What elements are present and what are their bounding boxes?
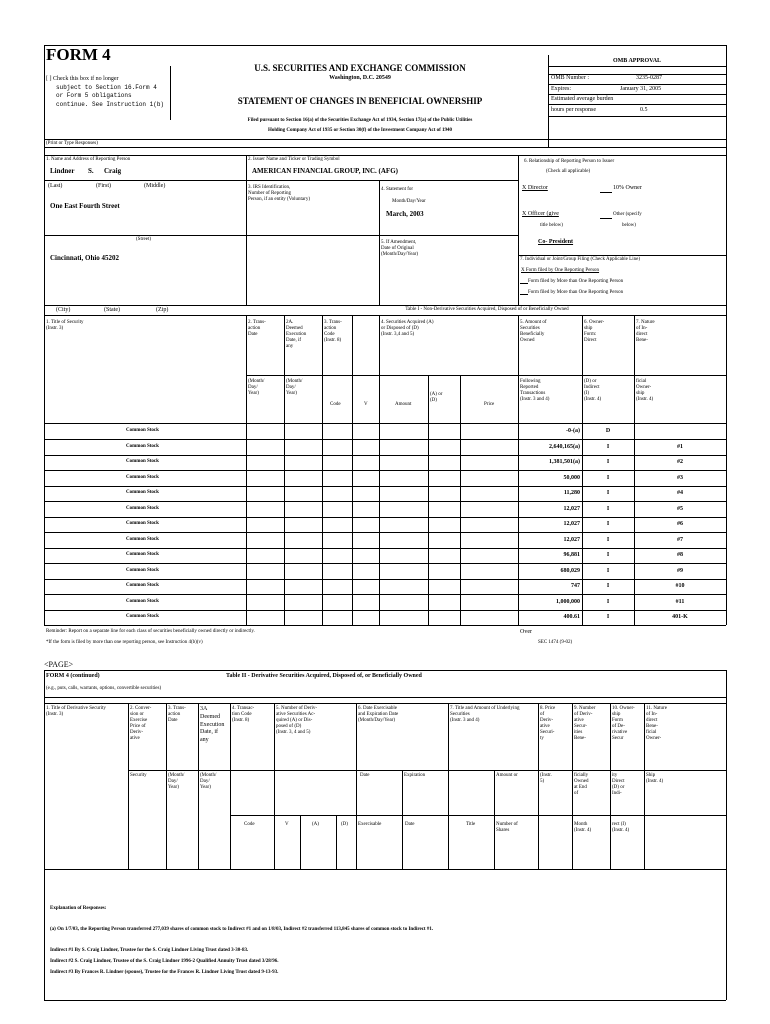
- rule: [548, 116, 726, 117]
- row-divider: [44, 532, 726, 533]
- omb-approval-title: OMB APPROVAL: [612, 58, 662, 64]
- row-divider: [44, 455, 726, 456]
- rule: [548, 104, 726, 105]
- row-security-title: Common Stock: [126, 428, 159, 433]
- rule: [726, 670, 727, 1000]
- t2-r-d: (D): [341, 822, 348, 827]
- t1-sub-deemed: (Month/ Day/ Year): [286, 379, 303, 396]
- row-ownership-form: I: [606, 475, 610, 481]
- multiple-person-note: *If the form is filed by more than one reporting person, see Instruction 4(b)(v): [46, 640, 203, 645]
- state-label: (State): [104, 307, 120, 313]
- rule: [44, 869, 726, 870]
- agency-city: Washington, D.C. 20549: [329, 75, 391, 81]
- burden-label: Estimated average burden: [551, 96, 614, 102]
- t2-col-exercisable: 6. Date Exercisable and Expiration Date (Month/Day/Year): [358, 706, 399, 723]
- table2-title: Table II - Derivative Securities Acquired, Disposed of, or Beneficially Owned: [226, 673, 422, 679]
- row-divider: [44, 501, 726, 502]
- rule: [128, 770, 726, 771]
- t1-col-securities: 4. Securities Acquired (A) or Disposed of (D) (Instr. 3,4 and 5): [381, 320, 434, 337]
- rule: [44, 45, 45, 625]
- expires-label: Expires:: [551, 86, 571, 92]
- t1-col-trans-date: 2. Trans- action Date: [248, 320, 266, 337]
- row-divider: [44, 470, 726, 471]
- row-ownership-form: I: [606, 506, 610, 512]
- rule: [44, 180, 246, 181]
- t2-sub-date-exercisable: Date: [360, 773, 370, 778]
- row-security-title: Common Stock: [126, 444, 159, 449]
- row-nature: #2: [677, 459, 683, 465]
- rule: [548, 94, 726, 95]
- rule: [198, 703, 199, 869]
- rule: [44, 235, 246, 236]
- box6-label: 6. Relationship of Reporting Person to Issuer: [524, 159, 615, 164]
- row-divider: [44, 548, 726, 549]
- row-divider: [44, 486, 726, 487]
- row-ownership-form: I: [606, 583, 610, 589]
- rule: [44, 670, 726, 671]
- rule: [300, 815, 301, 869]
- rule: [166, 703, 167, 869]
- rule: [44, 139, 726, 140]
- row-nature: 401-K: [672, 614, 688, 620]
- row-amount-owned: 400.61: [563, 614, 580, 620]
- box5-label: 5. If Amendment, Date of Original (Month/Day/Year): [381, 240, 418, 257]
- row-ownership-form: I: [606, 490, 610, 496]
- rule: [448, 703, 449, 869]
- indirect-1: Indirect #1 By S. Craig Lindner, Trustee for the S. Craig Lindner Living Trust dated 3-30-83.: [50, 948, 249, 953]
- explanation-title: Explanation of Responses:: [50, 906, 107, 911]
- director-check[interactable]: X Director: [522, 185, 548, 191]
- row-amount-owned: 1,000,000: [556, 599, 580, 605]
- check-box-label[interactable]: [ ] Check this box if no longer: [46, 76, 119, 82]
- box3-label: 3. IRS Identification, Number of Reporting Person, if an entity (Voluntary): [248, 185, 310, 202]
- t2-col-underlying: 7. Title and Amount of Underlying Securities (Instr. 3 and 4): [450, 706, 520, 723]
- row-divider: [44, 625, 726, 626]
- t2-col-price: 8. Price of Deriv- ative Securi- ty: [540, 706, 556, 741]
- row-ownership-form: I: [606, 444, 610, 450]
- row-nature: #6: [677, 521, 683, 527]
- t1-sub-direct-indirect: (D) or Indirect (I) (Instr. 4): [584, 379, 602, 402]
- rule: [246, 375, 726, 376]
- row-ownership-form: D: [605, 428, 611, 434]
- row-security-title: Common Stock: [126, 521, 159, 526]
- row-security-title: Common Stock: [126, 506, 159, 511]
- rule: [460, 375, 461, 625]
- filed-pursuant-2: Holding Company Act of 1935 or Section 30(f) of the Investment Company Act of 1940: [267, 128, 453, 133]
- box1-label: 1. Name and Address of Reporting Person: [46, 157, 131, 162]
- t1-col-ownership: 6. Owner- ship Form: Direct: [584, 320, 605, 343]
- row-security-title: Common Stock: [126, 537, 159, 542]
- row-nature: #8: [677, 552, 683, 558]
- rule: [518, 155, 519, 305]
- rule: [356, 703, 357, 869]
- table2-sub: (e.g., puts, calls, warrants, options, convertible securities): [46, 686, 162, 691]
- box2-label: 2. Issuer Name and Ticker or Trading Symbol: [248, 157, 340, 162]
- form4-continued: FORM 4 (continued): [46, 673, 100, 679]
- row-amount-owned: 12,027: [563, 506, 580, 512]
- row-security-title: Common Stock: [126, 583, 159, 588]
- t2-col-nature: 11. Nature of In- direct Bene- ficial Owner-: [646, 706, 667, 741]
- rule: [230, 815, 726, 816]
- row-ownership-form: I: [606, 599, 610, 605]
- t1-col-trans-code: 3. Trans- action Code (Instr. 8): [324, 320, 342, 343]
- rule: [44, 1000, 726, 1001]
- rule: [128, 703, 129, 869]
- t2-col-ownership: 10. Owner- ship Form of De- rivative Secur: [612, 706, 635, 741]
- other-note: below): [622, 223, 636, 228]
- row-amount-owned: 680,029: [560, 568, 580, 574]
- reporting-middle-name: Craig: [104, 167, 122, 175]
- omb-number-label: OMB Number :: [551, 75, 589, 81]
- row-security-title: Common Stock: [126, 459, 159, 464]
- issuer-name: AMERICAN FINANCIAL GROUP, INC. (AFG): [252, 167, 398, 175]
- t2-r-date: Date: [405, 822, 415, 827]
- t2-r-indirect: rect (I) (Instr. 4): [612, 822, 630, 833]
- t1-sub-following: Following Reported Transactions (Instr. 3 and 4): [520, 379, 550, 402]
- box4-sub: Month/Day/Year: [392, 199, 426, 204]
- row-nature: #1: [677, 444, 683, 450]
- omb-number: 3235-0287: [636, 75, 662, 81]
- row-security-title: Common Stock: [126, 614, 159, 619]
- rule: [44, 670, 45, 1000]
- one-person-check[interactable]: X Form filed by One Reporting Person: [521, 268, 600, 273]
- rule: [520, 294, 528, 295]
- other-check[interactable]: Other (specify: [613, 212, 642, 217]
- row-amount-owned: 96,881: [563, 552, 580, 558]
- row-ownership-form: I: [606, 568, 610, 574]
- box7-label: 7. Individual or Joint/Group Filing (Check Applicable Line): [520, 257, 640, 262]
- row-divider: [44, 594, 726, 595]
- reporting-last-name: Lindner: [50, 167, 75, 175]
- rule: [402, 770, 403, 869]
- row-nature: #10: [675, 583, 685, 589]
- t2-r-code: Code: [244, 822, 255, 827]
- t2-sub-security: Security: [130, 773, 147, 778]
- box4-label: 4. Statement for: [381, 187, 414, 192]
- t2-sub-ship: Ship (Instr. 4): [646, 773, 664, 784]
- agency-name: U.S. SECURITIES AND EXCHANGE COMMISSION: [254, 63, 466, 73]
- form-title: FORM 4: [46, 45, 111, 64]
- ten-percent-owner-check[interactable]: 10% Owner: [613, 185, 642, 191]
- rule: [336, 815, 337, 869]
- rule: [428, 375, 429, 625]
- rule: [44, 45, 726, 46]
- row-amount-owned: 12,027: [563, 521, 580, 527]
- t1-col-deemed-date: 2A. Deemed Execution Date, if any: [286, 320, 307, 349]
- row-amount-owned: 747: [571, 583, 580, 589]
- row-security-title: Common Stock: [126, 599, 159, 604]
- rule: [494, 770, 495, 869]
- rule: [726, 45, 727, 625]
- city-label: (City): [56, 307, 71, 313]
- t1-sub-amount: Amount: [395, 402, 412, 407]
- t2-col-number-owned: 9. Number of Deriv- ative Secur- ities Bene-: [574, 706, 596, 741]
- rule: [572, 703, 573, 869]
- rule: [246, 180, 518, 181]
- t2-col-number: 5. Number of Deriv- ative Securities Ac- quired (A) or Dis- posed of (D) (Instr. 3, 4 and 5): [276, 706, 318, 735]
- rule: [44, 155, 726, 156]
- street-label: (Street): [136, 237, 151, 242]
- check-box-note: subject to Section 16.Form 4 or Form 5 obligations continue. See Instruction 1(b): [56, 84, 165, 108]
- t2-sub-deemed: (Month/ Day/ Year): [200, 773, 217, 790]
- t1-sub-beneficial: ficial Owner- ship (Instr. 4): [636, 379, 654, 402]
- zip-label: (Zip): [156, 307, 169, 313]
- row-divider: [44, 579, 726, 580]
- t2-r-shares: Number of Shares: [496, 822, 518, 833]
- expires-value: January 31, 2005: [620, 86, 662, 92]
- row-amount-owned: 2,640,165(a): [549, 444, 580, 450]
- sec-form-number: SEC 1474 (9-02): [538, 640, 573, 645]
- row-amount-owned: 11,280: [563, 490, 580, 496]
- rule: [520, 283, 528, 284]
- row-ownership-form: I: [606, 614, 610, 620]
- row-amount-owned: 1,381,501(a): [549, 459, 580, 465]
- row-nature: #7: [677, 537, 683, 543]
- t2-col-conversion: 2. Conver- sion or Exercise Price of Deriv- ative: [130, 706, 152, 741]
- rule: [246, 155, 247, 305]
- row-ownership-form: I: [606, 521, 610, 527]
- reporting-first-name: S.: [88, 167, 94, 175]
- print-type-note: (Print or Type Responses): [46, 141, 98, 146]
- rule: [538, 703, 539, 869]
- last-label: (Last): [48, 183, 63, 189]
- t2-r-v: V: [285, 822, 289, 827]
- t2-r-month: Month (Instr. 4): [574, 822, 592, 833]
- rule: [379, 180, 380, 305]
- row-security-title: Common Stock: [126, 568, 159, 573]
- explanation-a: (a) On 1/7/03, the Reporting Person transferred 277,039 shares of common stock to Indirect #1 and on 1/8/03, Indirect #2 transferred 113,845 shares of common stock to Indirect #1.: [50, 927, 434, 932]
- rule: [600, 218, 612, 219]
- rule: [644, 703, 645, 869]
- t2-sub-owned: ficially Owned at End of: [574, 773, 589, 796]
- t2-sub-price-instr: (Instr. 5): [540, 773, 552, 784]
- t2-col-deemed-date: 3A Deemed Execution Date, if any: [200, 706, 225, 744]
- t2-col-trans-date: 3. Trans- action Date: [168, 706, 186, 723]
- first-label: (First): [96, 183, 111, 189]
- box6-sub: (Check all applicable): [546, 169, 591, 174]
- row-divider: [44, 439, 726, 440]
- rule: [44, 147, 726, 148]
- table1-title: Table I - Non-Derivative Securities Acquired, Disposed of or Beneficially Owned: [405, 307, 569, 312]
- t2-col-title: 1. Title of Derivative Security (Instr. 3): [46, 706, 106, 717]
- t1-col-nature: 7. Nature of In- direct Bene-: [636, 320, 655, 343]
- rule: [610, 703, 611, 869]
- rule: [246, 235, 518, 236]
- t2-sub-direct: ity Direct (D) or Indi-: [612, 773, 625, 796]
- row-divider: [44, 563, 726, 564]
- row-amount-owned: 12,027: [563, 537, 580, 543]
- statement-title: STATEMENT OF CHANGES IN BENEFICIAL OWNERSHIP: [237, 96, 483, 106]
- row-nature: #11: [675, 599, 685, 605]
- burden-hours-label: hours per response: [551, 107, 596, 113]
- row-security-title: Common Stock: [126, 475, 159, 480]
- officer-check[interactable]: X Officer (give: [522, 211, 559, 217]
- rule: [548, 55, 549, 147]
- row-security-title: Common Stock: [126, 552, 159, 557]
- page-tag: <PAGE>: [44, 660, 74, 669]
- t1-sub-a-or-d: (A) or (D): [430, 392, 443, 403]
- t2-r-a: (A): [312, 822, 319, 827]
- rule: [44, 315, 726, 316]
- t1-col-amount: 5. Amount of Securities Beneficially Owned: [520, 320, 547, 343]
- more-persons-check-2[interactable]: Form filed by More than One Reporting Person: [528, 290, 624, 295]
- rule: [44, 697, 726, 698]
- rule: [548, 84, 726, 85]
- rule: [44, 703, 726, 704]
- officer-note: title below): [540, 223, 563, 228]
- more-persons-check-1[interactable]: Form filed by More than One Reporting Person: [528, 279, 624, 284]
- t1-sub-price: Price: [484, 402, 495, 407]
- indirect-3: Indirect #3 By Frances R. Lindner (spouse), Trustee for the Frances R. Lindner Living Trust dated 9-13-93.: [50, 970, 279, 975]
- row-nature: #9: [677, 568, 683, 574]
- burden-hours-value: 0.5: [640, 107, 648, 113]
- reminder-text: Reminder: Report on a separate line for each class of securities beneficially owned directly or indirectly.: [46, 629, 255, 634]
- rule: [274, 703, 275, 869]
- t2-sub-amount: Amount or: [496, 773, 518, 778]
- rule: [548, 66, 726, 67]
- rule: [170, 66, 171, 120]
- middle-label: (Middle): [144, 183, 166, 189]
- row-amount-owned: -0-(a): [566, 428, 580, 434]
- city-state-zip: Cincinnati, Ohio 45202: [50, 254, 120, 262]
- t2-sub-expiration: Expiration: [404, 773, 426, 778]
- rule: [230, 703, 231, 869]
- rule: [44, 305, 726, 306]
- officer-title: Co- President: [538, 239, 574, 245]
- street-address: One East Fourth Street: [50, 202, 120, 210]
- row-security-title: Common Stock: [126, 490, 159, 495]
- statement-month: March, 2003: [386, 210, 424, 218]
- t2-r-title: Title: [466, 822, 476, 827]
- filed-pursuant-1: Filed pursuant to Section 16(a) of the Securities Exchange Act of 1934, Section 17(a) of the Public Utilities: [247, 118, 473, 123]
- t2-col-trans-code: 4. Transac- tion Code (Instr. 8): [232, 706, 255, 723]
- row-amount-owned: 50,000: [563, 475, 580, 481]
- rule: [600, 192, 612, 193]
- t1-sub-code: Code: [330, 402, 341, 407]
- row-ownership-form: I: [606, 537, 610, 543]
- t1-sub-date: (Month/ Day/ Year): [248, 379, 265, 396]
- row-divider: [44, 517, 726, 518]
- row-nature: #3: [677, 475, 683, 481]
- over-label: Over: [520, 629, 532, 635]
- row-divider: [44, 610, 726, 611]
- rule: [518, 255, 726, 256]
- row-nature: #5: [677, 506, 683, 512]
- t2-r-exercisable: Exercisable: [358, 822, 382, 827]
- rule: [44, 423, 726, 424]
- indirect-2: Indirect #2 S. Craig Lindner, Trustee of the S. Craig Lindner 1996-2 Qualified Annuity Trust dated 3/28/96.: [50, 959, 279, 964]
- t2-sub-date: (Month/ Day/ Year): [168, 773, 185, 790]
- t1-sub-v: V: [364, 402, 368, 407]
- row-ownership-form: I: [606, 459, 610, 465]
- row-nature: #4: [677, 490, 683, 496]
- t1-col-title: 1. Title of Security (Instr. 3): [46, 320, 84, 331]
- row-ownership-form: I: [606, 552, 610, 558]
